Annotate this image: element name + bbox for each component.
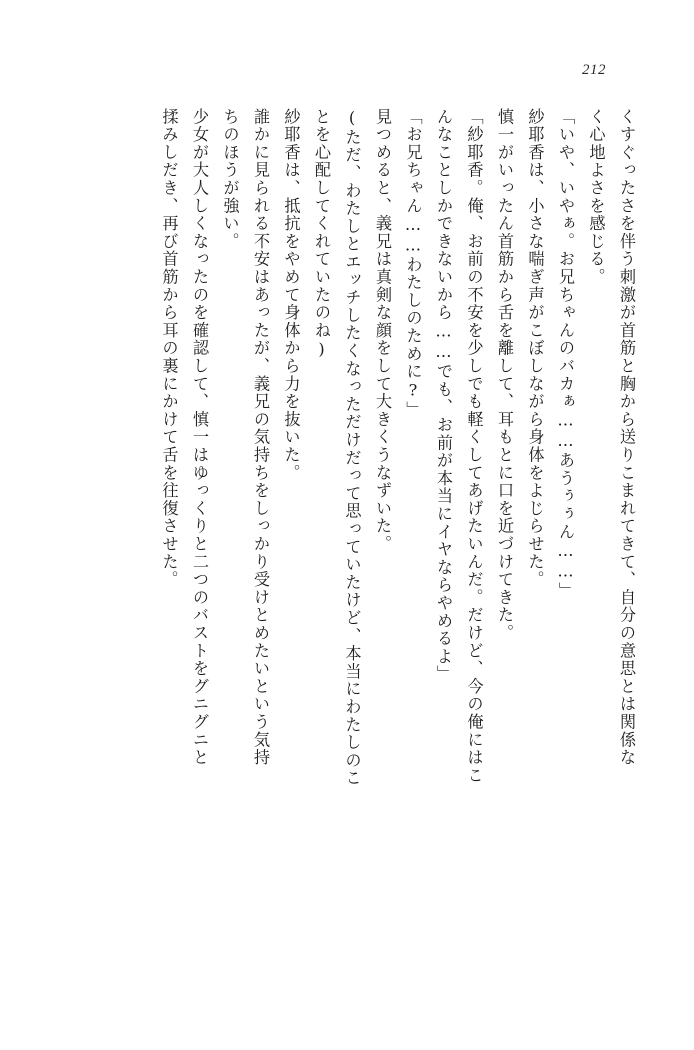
text-line: 誰かに見られる不安はあったが、義兄の気持ちをしっかり受けとめたいという気持 — [251, 108, 270, 767]
text-line: 「いや、いやぁ。お兄ちゃんのバカぁ……あうぅぅん……」 — [556, 108, 575, 600]
text-line: 見つめると、義兄は真剣な顔をして大きくうなずいた。 — [373, 108, 392, 553]
text-line: 慎一がいったん首筋から舌を離して、耳もとに口を近づけてきた。 — [495, 108, 514, 642]
vertical-text-block — [56, 108, 634, 968]
text-line: (ただ、わたしとエッチしたくなっただけだって思っていたけど、本当にわたしのこ — [342, 108, 362, 788]
page-number: 212 — [582, 62, 606, 78]
text-line: んなことしかできないから……でも、お前が本当にイヤならやめるよ」 — [434, 108, 453, 684]
text-line: くすぐったさを伴う刺激が首筋と胸から送りこまれてきて、自分の意思とは関係な — [617, 108, 636, 767]
text-line: 「紗耶香。俺、お前の不安を少しでも軽くしてあげたいんだ。だけど、今の俺にはこ — [464, 108, 484, 785]
text-line: 「お兄ちゃん……わたしのために?」 — [403, 108, 423, 419]
text-line: 紗耶香は、小さな喘ぎ声がこぼしながら身体をよじらせた。 — [525, 108, 545, 589]
text-line: 少女が大人しくなったのを確認して、慎一はゆっくりと二つのバストをグニグニと — [190, 108, 209, 767]
text-line: とを心配してくれていたのね) — [312, 108, 331, 360]
text-line: 紗耶香は、抵抗をやめて身体から力を抜いた。 — [281, 108, 301, 482]
text-line: く心地よさを感じる。 — [586, 108, 606, 286]
text-line: ちのほうが強い。 — [220, 108, 240, 251]
text-line: 揉みしだき、再び首筋から耳の裏にかけて舌を往復させた。 — [159, 108, 179, 589]
